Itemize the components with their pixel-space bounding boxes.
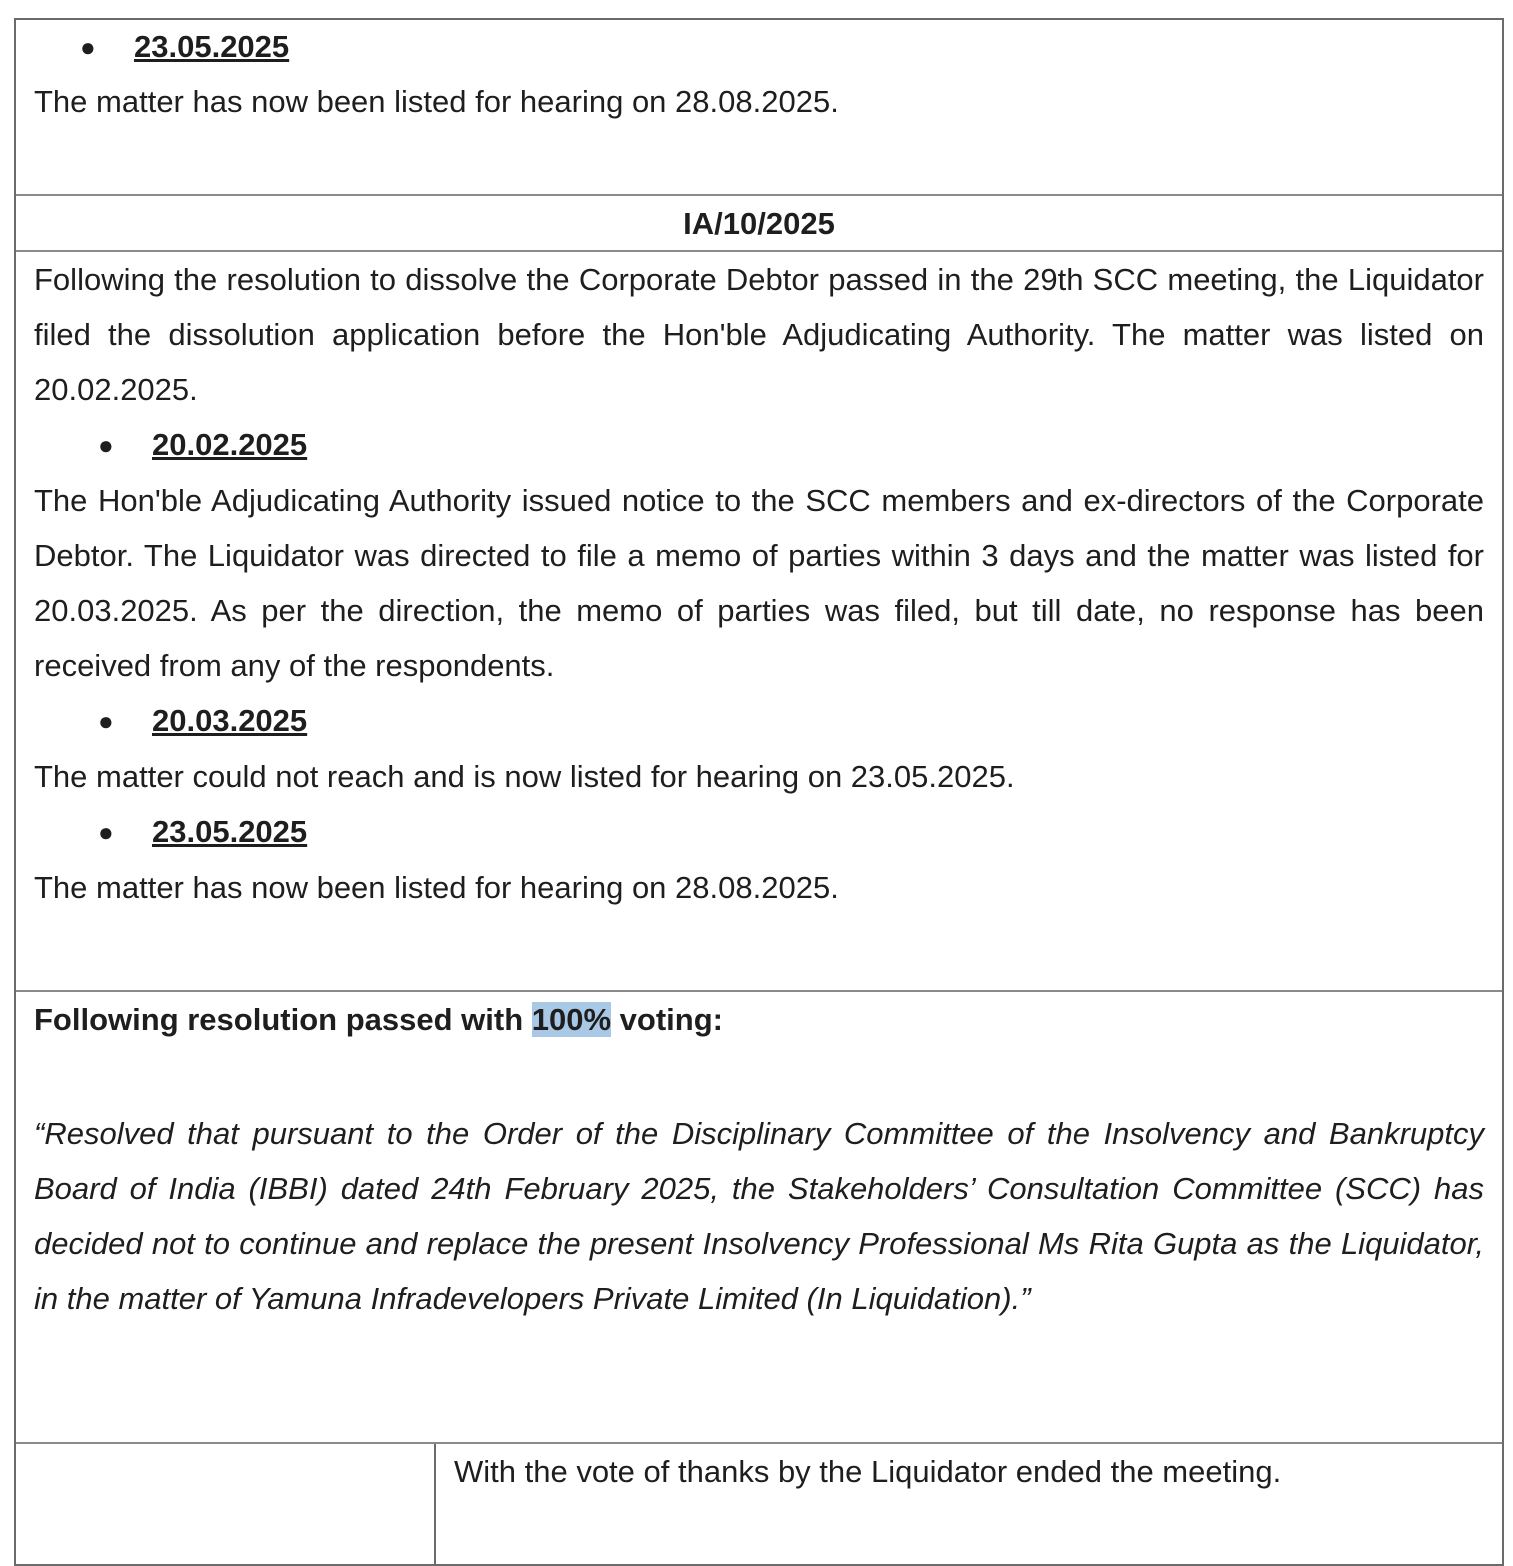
bullet-icon: ● [98,816,114,847]
hearing-date-item [98,693,1484,749]
bullet-icon: ● [98,705,114,736]
hearing-date-item [98,804,1484,860]
closing-cell [436,1444,1502,1564]
resolution-row [16,994,1502,1444]
closing-row [16,1444,1502,1564]
previous-matter-row [16,20,1502,196]
hearing-note: The matter could not reach and is now listed for hearing on 23.05.2025. [34,759,1015,794]
bullet-icon: ● [98,429,114,460]
hearing-date-item [80,20,1502,74]
empty-cell [16,1444,436,1564]
hearing-date: 20.02.2025 [152,427,308,462]
resolution-text: “Resolved that pursuant to the Order of the Disciplinary Committee of the Insolvency and Bankruptcy Board of India (IBBI) dated 24th February 2025, the Stakeholders’ Consultation Committee (SCC) has decided not to continue and replace the present Insolvency Professional Ms Rita Gupta as the Liquidator, in the matter of Yamuna Infradevelopers Private Limited (In Liquidation).” [34,1116,1484,1316]
case-details-row [16,252,1502,992]
hearing-date: 23.05.2025 [134,29,290,64]
vote-percentage: 100% [531,1002,612,1037]
closing-remark: With the vote of thanks by the Liquidator ended the meeting. [454,1454,1282,1489]
bullet-icon: ● [80,31,96,62]
resolution-heading-suffix: voting: [611,1002,723,1037]
hearing-note: The Hon'ble Adjudicating Authority issued notice to the SCC members and ex-directors of the Corporate Debtor. The Liquidator was directed to file a memo of parties within 3 days and the matter was listed for 20.03.2025. As per the direction, the memo of parties was filed, but till date, no response has been received from any of the respondents. [34,483,1484,683]
hearing-date: 23.05.2025 [152,814,308,849]
resolution-heading [34,994,1484,1046]
hearing-note: The matter has now been listed for hearing on 28.08.2025. [34,870,839,905]
hearing-date: 20.03.2025 [152,703,308,738]
hearing-note: The matter has now been listed for hearing on 28.08.2025. [34,84,839,119]
hearing-date-item [98,417,1484,473]
resolution-heading-prefix: Following resolution passed with [34,1002,532,1037]
case-intro: Following the resolution to dissolve the Corporate Debtor passed in the 29th SCC meeting, the Liquidator filed the dissolution application before the Hon'ble Adjudicating Authority. The matter was listed on 20.02.2025. [34,262,1484,407]
minutes-table [14,18,1504,1566]
case-number: IA/10/2025 [683,206,835,241]
case-number-row [16,196,1502,252]
